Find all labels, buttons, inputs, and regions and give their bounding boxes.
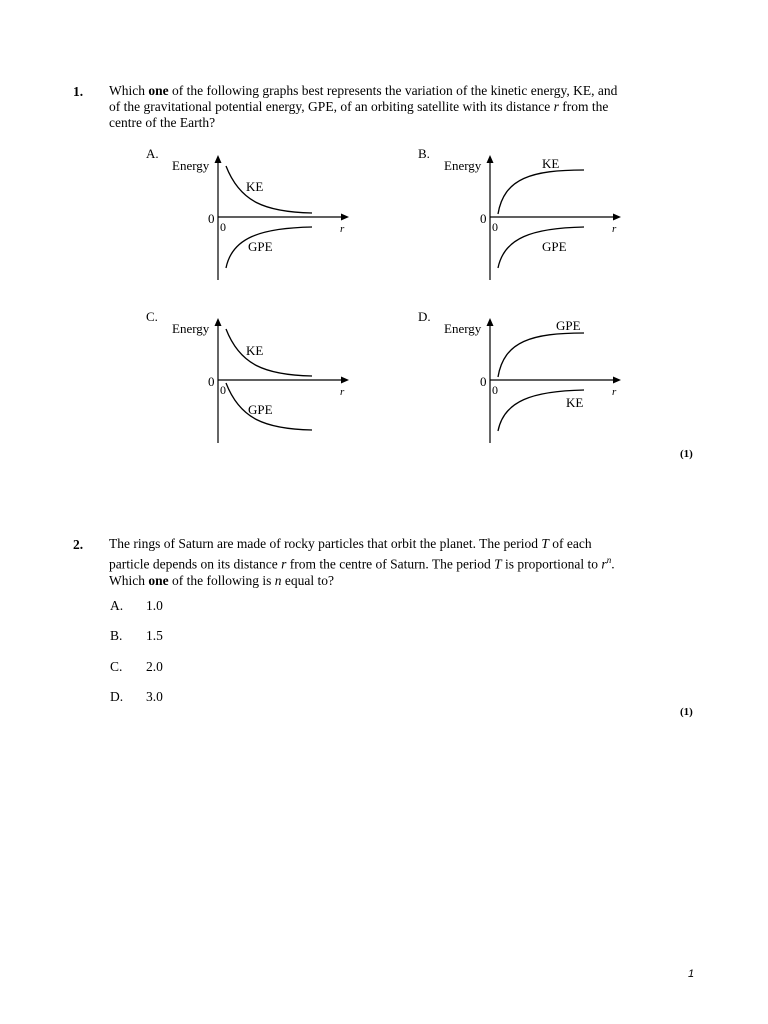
option-a-letter: A. [110,598,124,613]
gpe-curve [498,227,584,268]
text-line: centre of the Earth? [109,115,216,130]
text-line: particle depends on its distance r from the centre of Saturn. The period T is proportional to $r^n$. [109,555,615,572]
ke-label: KE [246,343,264,358]
ke-label: KE [246,179,264,194]
option-c-value: 2.0 [146,659,163,674]
gpe-label: GPE [248,402,273,417]
energy-axis-label: Energy [172,158,210,173]
text-line: The rings of Saturn are made of rocky particles that orbit the planet. The period T of each [109,536,592,551]
graph-d-letter: D. [418,309,431,324]
bold-text: one [148,572,169,588]
bold-text: one [148,83,169,98]
page-number: 1 [688,968,695,980]
origin-y-label: 0 [208,374,215,389]
ke-label: KE [542,156,560,171]
question-1-marks: (1) [680,448,693,460]
energy-axis-arrow [215,318,222,326]
text-line: Which one of the following is n equal to? [109,572,334,588]
origin-x-label: 0 [492,383,498,397]
graph-c [170,313,360,448]
r-axis-label: r [340,386,345,398]
r-axis-label: r [612,223,617,235]
italic-text: T [541,536,549,551]
graph-b-letter: B. [418,146,430,161]
italic-text: T [494,556,502,572]
gpe-label: GPE [248,239,273,254]
r-axis-arrow [613,377,621,384]
ke-curve [226,329,312,376]
graph-a [170,150,360,285]
graph-a-letter: A. [146,146,159,161]
energy-axis-arrow [487,155,494,163]
text-line: Which one of the following graphs best represents the variation of the kinetic energy, KE, and [109,83,618,98]
option-b-value: 1.5 [146,628,163,643]
energy-axis-arrow [215,155,222,163]
energy-axis-label: Energy [444,321,482,336]
r-axis-arrow [613,214,621,221]
energy-axis-arrow [487,318,494,326]
origin-x-label: 0 [492,220,498,234]
energy-axis-label: Energy [172,321,210,336]
energy-axis-label: Energy [444,158,482,173]
ke-curve [226,166,312,213]
superscript-text: n [606,555,612,565]
origin-y-label: 0 [208,211,215,226]
question-1-number: 1. [73,84,84,99]
gpe-curve [498,333,584,377]
origin-y-label: 0 [480,211,487,226]
origin-x-label: 0 [220,220,226,234]
option-c-letter: C. [110,659,123,674]
question-2-text [109,536,669,589]
r-axis-label: r [612,386,617,398]
origin-x-label: 0 [220,383,226,397]
italic-text: n [274,572,282,588]
origin-y-label: 0 [480,374,487,389]
text-line: of the gravitational potential energy, GPE, of an orbiting satellite with its distance r from the [109,99,609,114]
option-b-letter: B. [110,628,123,643]
gpe-label: GPE [556,318,581,333]
r-axis-arrow [341,377,349,384]
italic-text: r [553,99,559,114]
question-2-marks: (1) [680,706,693,718]
question-1-text [109,83,669,131]
option-d-letter: D. [110,689,124,704]
question-2-number: 2. [73,537,84,552]
graph-d [442,313,632,448]
ke-label: KE [566,395,584,410]
r-axis-arrow [341,214,349,221]
graph-b [442,150,632,285]
italic-text: r [601,556,607,572]
gpe-label: GPE [542,239,567,254]
option-d-value: 3.0 [146,689,163,704]
r-axis-label: r [340,223,345,235]
italic-text: r [281,556,287,572]
ke-curve [498,170,584,214]
option-a-value: 1.0 [146,598,163,613]
graph-c-letter: C. [146,309,158,324]
